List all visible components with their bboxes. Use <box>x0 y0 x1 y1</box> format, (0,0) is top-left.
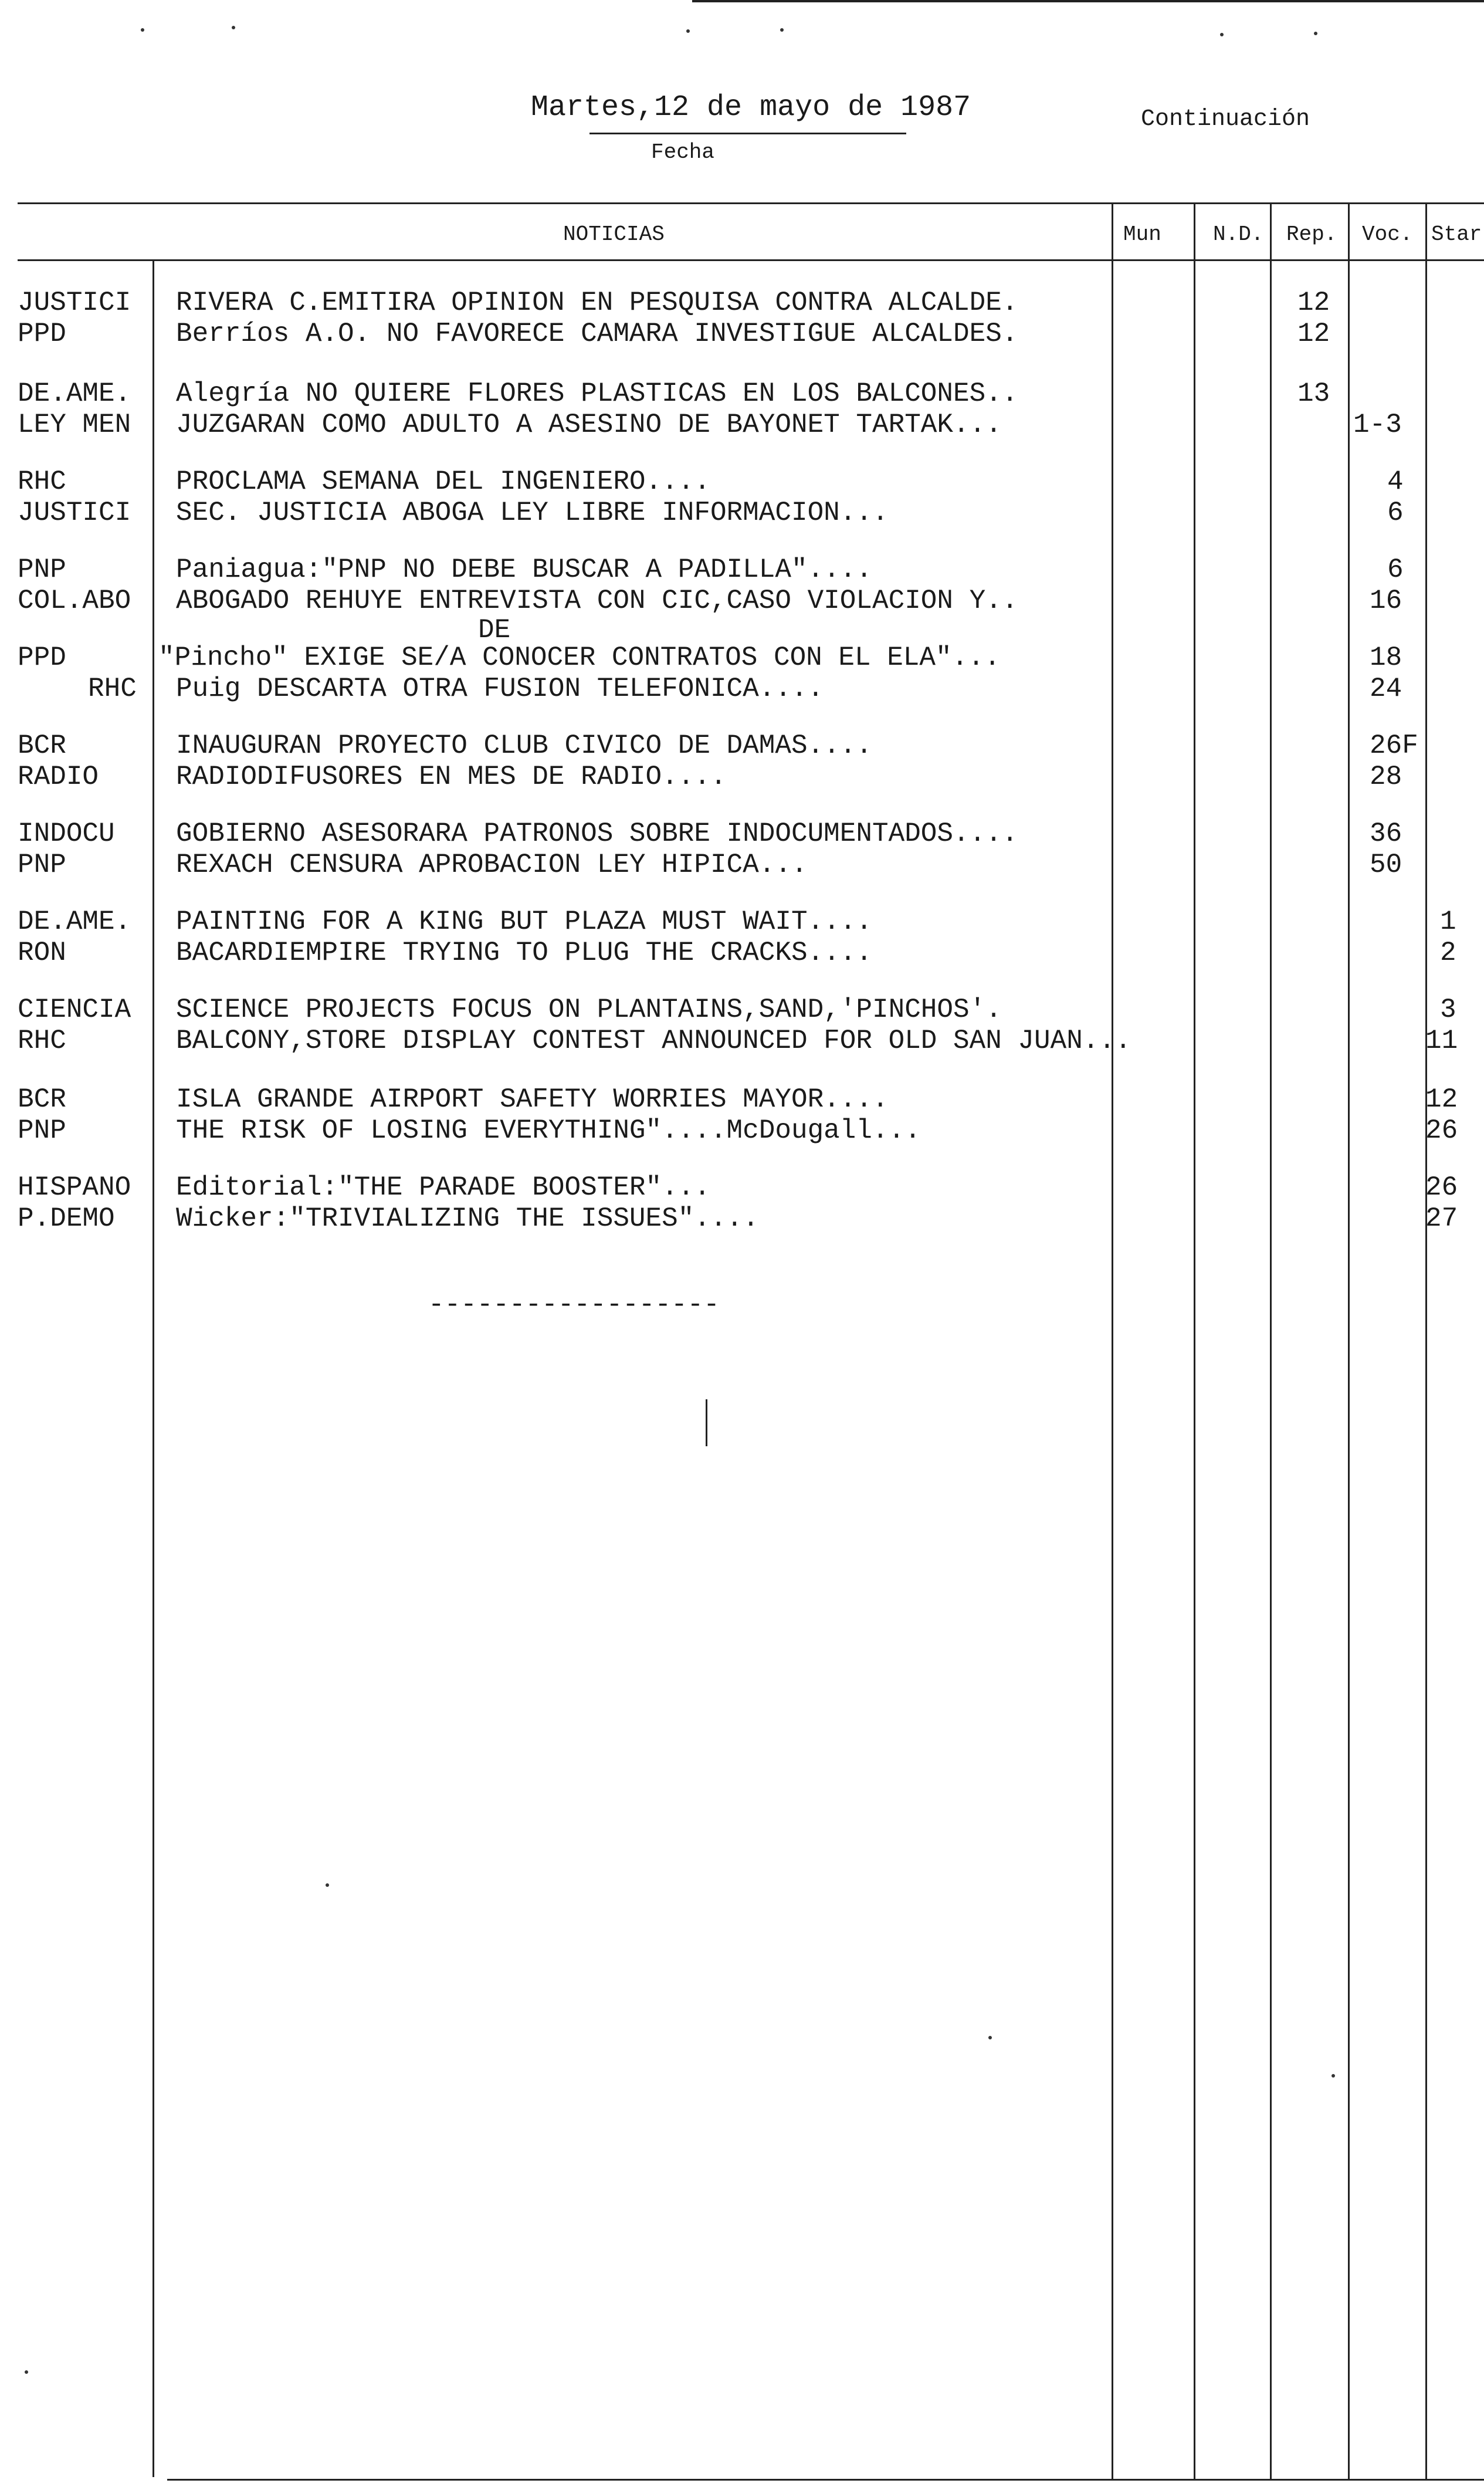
row-category: DE.AME. <box>18 378 131 409</box>
row-headline: THE RISK OF LOSING EVERYTHING"....McDougall... <box>176 1115 921 1146</box>
row-star-page: 11 <box>1425 1026 1458 1056</box>
row-star-page: 26 <box>1425 1115 1458 1146</box>
row-headline: Editorial:"THE PARADE BOOSTER"... <box>176 1172 710 1203</box>
row-rep-page: 12 <box>1297 319 1330 349</box>
row-headline: Berríos A.O. NO FAVORECE CAMARA INVESTIGUE ALCALDES. <box>176 319 1018 349</box>
row-voc-page: 4 <box>1387 466 1404 497</box>
column-header-rep: Rep. <box>1286 222 1337 246</box>
row-headline: RADIODIFUSORES EN MES DE RADIO.... <box>176 762 727 792</box>
row-category: P.DEMO <box>18 1203 115 1234</box>
row-headline: PROCLAMA SEMANA DEL INGENIERO.... <box>176 466 710 497</box>
row-headline: BALCONY,STORE DISPLAY CONTEST ANNOUNCED FOR OLD SAN JUAN... <box>176 1026 1131 1056</box>
row-voc-page: 28 <box>1370 762 1402 792</box>
scan-mark <box>686 29 690 33</box>
row-voc-page: 50 <box>1370 850 1402 880</box>
row-category: HISPANO <box>18 1172 131 1203</box>
table-bottom-line <box>167 2479 1484 2481</box>
column-header-star: Star <box>1431 223 1482 246</box>
top-edge-line <box>692 0 1484 2</box>
separator-dashes: ------------------ <box>428 1290 720 1320</box>
row-category: RON <box>18 938 66 968</box>
scan-mark <box>780 28 784 32</box>
date-caption: Fecha <box>651 140 715 164</box>
row-voc-page: 6 <box>1387 554 1404 585</box>
col-divider-mun <box>1112 202 1113 2479</box>
scan-mark <box>988 2036 992 2039</box>
row-star-page: 2 <box>1440 938 1456 968</box>
row-headline: DE <box>478 615 511 645</box>
column-header-mun: Mun <box>1123 222 1161 246</box>
row-category: PNP <box>18 1115 66 1146</box>
row-rep-page: 13 <box>1297 378 1330 409</box>
scan-mark-line <box>706 1399 707 1446</box>
row-category: BCR <box>18 730 66 761</box>
col-divider-star <box>1425 202 1427 2479</box>
row-headline: JUZGARAN COMO ADULTO A ASESINO DE BAYONET TARTAK... <box>176 410 1002 440</box>
row-category: CIENCIA <box>18 994 131 1025</box>
row-star-page: 26 <box>1425 1172 1458 1203</box>
row-rep-page: 12 <box>1297 287 1330 318</box>
row-voc-page: 24 <box>1370 674 1402 704</box>
scan-mark <box>232 26 235 29</box>
column-header-noticias: NOTICIAS <box>563 222 665 246</box>
row-headline: RIVERA C.EMITIRA OPINION EN PESQUISA CONTRA ALCALDE. <box>176 287 1018 318</box>
col-divider-nd <box>1194 202 1195 2479</box>
row-category: BCR <box>18 1084 66 1115</box>
row-category: PPD <box>18 319 66 349</box>
row-star-page: 1 <box>1440 906 1456 937</box>
row-headline: GOBIERNO ASESORARA PATRONOS SOBRE INDOCUMENTADOS.... <box>176 818 1018 849</box>
row-category: COL.ABO <box>18 586 131 616</box>
scan-mark <box>141 28 144 32</box>
scan-mark <box>1314 32 1317 35</box>
row-category: PNP <box>18 554 66 585</box>
row-category: DE.AME. <box>18 906 131 937</box>
row-headline: Alegría NO QUIERE FLORES PLASTICAS EN LOS BALCONES.. <box>176 378 1018 409</box>
scan-mark <box>1220 33 1224 36</box>
row-voc-page: 18 <box>1370 642 1402 673</box>
row-headline: ABOGADO REHUYE ENTREVISTA CON CIC,CASO VIOLACION Y.. <box>176 586 1018 616</box>
scan-mark <box>25 2370 28 2374</box>
row-headline: Wicker:"TRIVIALIZING THE ISSUES".... <box>176 1203 759 1234</box>
row-headline: SEC. JUSTICIA ABOGA LEY LIBRE INFORMACION... <box>176 498 889 528</box>
scan-mark <box>326 1883 329 1887</box>
row-category: RADIO <box>18 762 99 792</box>
row-headline: ISLA GRANDE AIRPORT SAFETY WORRIES MAYOR.... <box>176 1084 889 1115</box>
row-category: JUSTICI <box>18 287 131 318</box>
date-underline <box>589 133 906 134</box>
row-category: PPD <box>18 642 66 673</box>
row-category: RHC <box>18 466 66 497</box>
col-divider-rep <box>1270 202 1272 2479</box>
row-headline: "Pincho" EXIGE SE/A CONOCER CONTRATOS CON EL ELA"... <box>158 642 1001 673</box>
row-voc-page: 6 <box>1387 498 1404 528</box>
row-headline: Puig DESCARTA OTRA FUSION TELEFONICA.... <box>176 674 824 704</box>
row-star-page: 27 <box>1425 1203 1458 1234</box>
row-headline: INAUGURAN PROYECTO CLUB CIVICO DE DAMAS.... <box>176 730 872 761</box>
table-header-line <box>18 259 1484 261</box>
row-star-page: 12 <box>1425 1084 1458 1115</box>
row-headline: PAINTING FOR A KING BUT PLAZA MUST WAIT.... <box>176 906 872 937</box>
row-category: RHC <box>88 674 137 704</box>
row-category: LEY MEN <box>18 410 131 440</box>
row-headline: SCIENCE PROJECTS FOCUS ON PLANTAINS,SAND,'PINCHOS'. <box>176 994 1002 1025</box>
row-category: RHC <box>18 1026 66 1056</box>
row-voc-page: 36 <box>1370 818 1402 849</box>
scan-mark <box>1331 2074 1335 2078</box>
report-date: Martes,12 de mayo de 1987 <box>531 91 971 124</box>
row-category: INDOCU <box>18 818 115 849</box>
continuation-label: Continuación <box>1141 106 1310 133</box>
column-header-nd: N.D. <box>1213 222 1264 246</box>
row-star-page: 3 <box>1440 994 1456 1025</box>
row-voc-page: 26F <box>1370 730 1418 761</box>
table-top-line <box>18 202 1484 204</box>
row-headline: REXACH CENSURA APROBACION LEY HIPICA... <box>176 850 808 880</box>
column-header-voc: Voc. <box>1362 222 1413 246</box>
row-category: JUSTICI <box>18 498 131 528</box>
row-voc-page: 16 <box>1370 586 1402 616</box>
row-category: PNP <box>18 850 66 880</box>
row-voc-page: 1-3 <box>1353 410 1402 440</box>
row-headline: Paniagua:"PNP NO DEBE BUSCAR A PADILLA".... <box>176 554 872 585</box>
row-headline: BACARDIEMPIRE TRYING TO PLUG THE CRACKS.... <box>176 938 872 968</box>
col-divider-voc <box>1348 202 1350 2479</box>
col-divider-category <box>153 259 154 2477</box>
